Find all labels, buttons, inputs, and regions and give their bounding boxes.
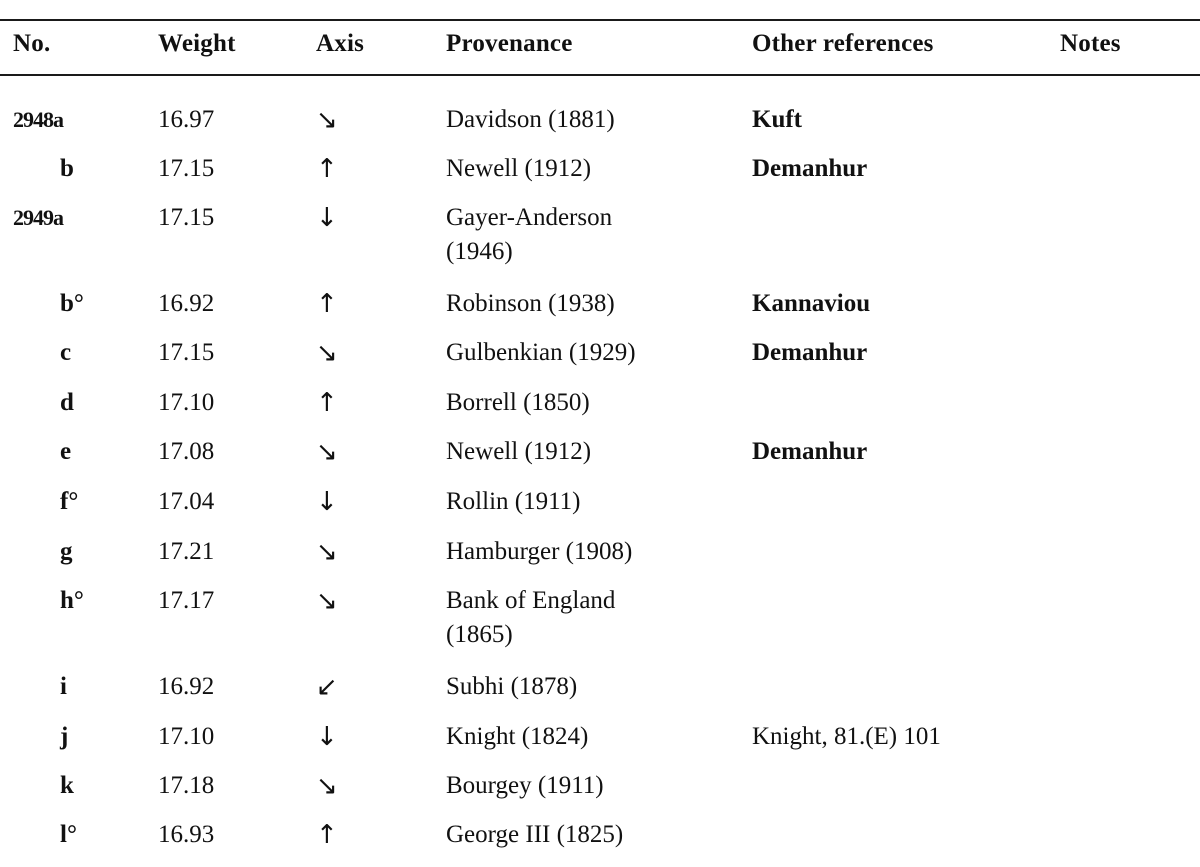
axis-arrow-icon: ↓	[316, 203, 338, 233]
cell-weight: 17.17	[158, 587, 215, 614]
header-weight: Weight	[158, 30, 236, 57]
cell-weight: 17.18	[158, 772, 215, 799]
axis-arrow-icon: ↓	[316, 722, 338, 752]
axis-arrow-icon: ↓	[316, 487, 338, 517]
cell-weight: 17.10	[158, 723, 215, 750]
cell-provenance: Hamburger (1908)	[446, 538, 633, 565]
cell-provenance: Borrell (1850)	[446, 389, 590, 416]
table-row	[0, 152, 1200, 192]
cell-provenance: Knight (1824)	[446, 723, 589, 750]
axis-arrow-icon: ↘	[316, 537, 338, 567]
cell-weight: 16.92	[158, 290, 215, 317]
cell-no: c	[60, 339, 72, 366]
cell-weight: 16.97	[158, 106, 215, 133]
header-notes: Notes	[1060, 30, 1121, 57]
cell-weight: 16.93	[158, 821, 215, 848]
cell-other-references: Demanhur	[752, 155, 868, 182]
cell-provenance: Rollin (1911)	[446, 488, 581, 515]
cell-no: 2948a	[13, 107, 63, 132]
axis-arrow-icon: ↘	[316, 437, 338, 467]
cell-no: g	[60, 538, 73, 565]
axis-arrow-icon: ↑	[316, 388, 338, 418]
axis-arrow-icon: ↘	[316, 586, 338, 616]
table-row	[0, 720, 1200, 760]
axis-arrow-icon: ↑	[316, 289, 338, 319]
table-row	[0, 336, 1200, 376]
axis-arrow-icon: ↑	[316, 820, 338, 850]
cell-no: j	[60, 723, 69, 750]
cell-other-references: Knight, 81.(E) 101	[752, 723, 941, 750]
table-row	[0, 386, 1200, 426]
cell-other-references: Kannaviou	[752, 290, 871, 317]
cell-no: h°	[60, 587, 84, 614]
cell-no: e	[60, 438, 72, 465]
cell-weight: 17.15	[158, 155, 215, 182]
cell-provenance: Gulbenkian (1929)	[446, 339, 636, 366]
axis-arrow-icon: ↘	[316, 338, 338, 368]
header-other-references: Other references	[752, 30, 934, 57]
table-row	[0, 769, 1200, 809]
cell-other-references: Kuft	[752, 106, 802, 133]
cell-weight: 17.04	[158, 488, 215, 515]
cell-weight: 17.08	[158, 438, 215, 465]
cell-weight: 16.92	[158, 673, 215, 700]
cell-provenance: Bourgey (1911)	[446, 772, 604, 799]
cell-provenance: George III (1825)	[446, 821, 624, 848]
header-no: No.	[13, 30, 51, 57]
cell-no: b	[60, 155, 74, 182]
table-row	[0, 818, 1200, 858]
axis-arrow-icon: ↘	[316, 771, 338, 801]
cell-no: d	[60, 389, 74, 416]
table-row	[0, 584, 1200, 658]
cell-no: k	[60, 772, 74, 799]
table-row	[0, 435, 1200, 475]
table-row	[0, 535, 1200, 575]
cell-provenance: Robinson (1938)	[446, 290, 615, 317]
cell-weight: 17.10	[158, 389, 215, 416]
cell-no: 2949a	[13, 205, 63, 230]
cell-provenance: Gayer-Anderson (1946)	[446, 204, 613, 265]
cell-no: i	[60, 673, 67, 700]
cell-weight: 17.21	[158, 538, 215, 565]
table-row	[0, 287, 1200, 327]
axis-arrow-icon: ↑	[316, 154, 338, 184]
cell-other-references: Demanhur	[752, 339, 868, 366]
cell-no: f°	[60, 488, 79, 515]
cell-provenance: Newell (1912)	[446, 155, 592, 182]
cell-no: b°	[60, 290, 84, 317]
table-row	[0, 103, 1200, 143]
axis-arrow-icon: ↘	[316, 105, 338, 135]
cell-weight: 17.15	[158, 339, 215, 366]
cell-provenance: Newell (1912)	[446, 438, 592, 465]
header-provenance: Provenance	[446, 30, 573, 57]
table-row	[0, 670, 1200, 710]
axis-arrow-icon: ↙	[316, 672, 338, 702]
table-row	[0, 201, 1200, 275]
table-row	[0, 485, 1200, 525]
table-top-rule	[0, 19, 1200, 21]
header-axis: Axis	[316, 30, 365, 57]
table-header-rule	[0, 74, 1200, 76]
cell-other-references: Demanhur	[752, 438, 868, 465]
cell-provenance: Davidson (1881)	[446, 106, 615, 133]
cell-provenance: Bank of England (1865)	[446, 587, 616, 648]
cell-provenance: Subhi (1878)	[446, 673, 578, 700]
cell-no: l°	[60, 821, 77, 848]
cell-weight: 17.15	[158, 204, 215, 231]
